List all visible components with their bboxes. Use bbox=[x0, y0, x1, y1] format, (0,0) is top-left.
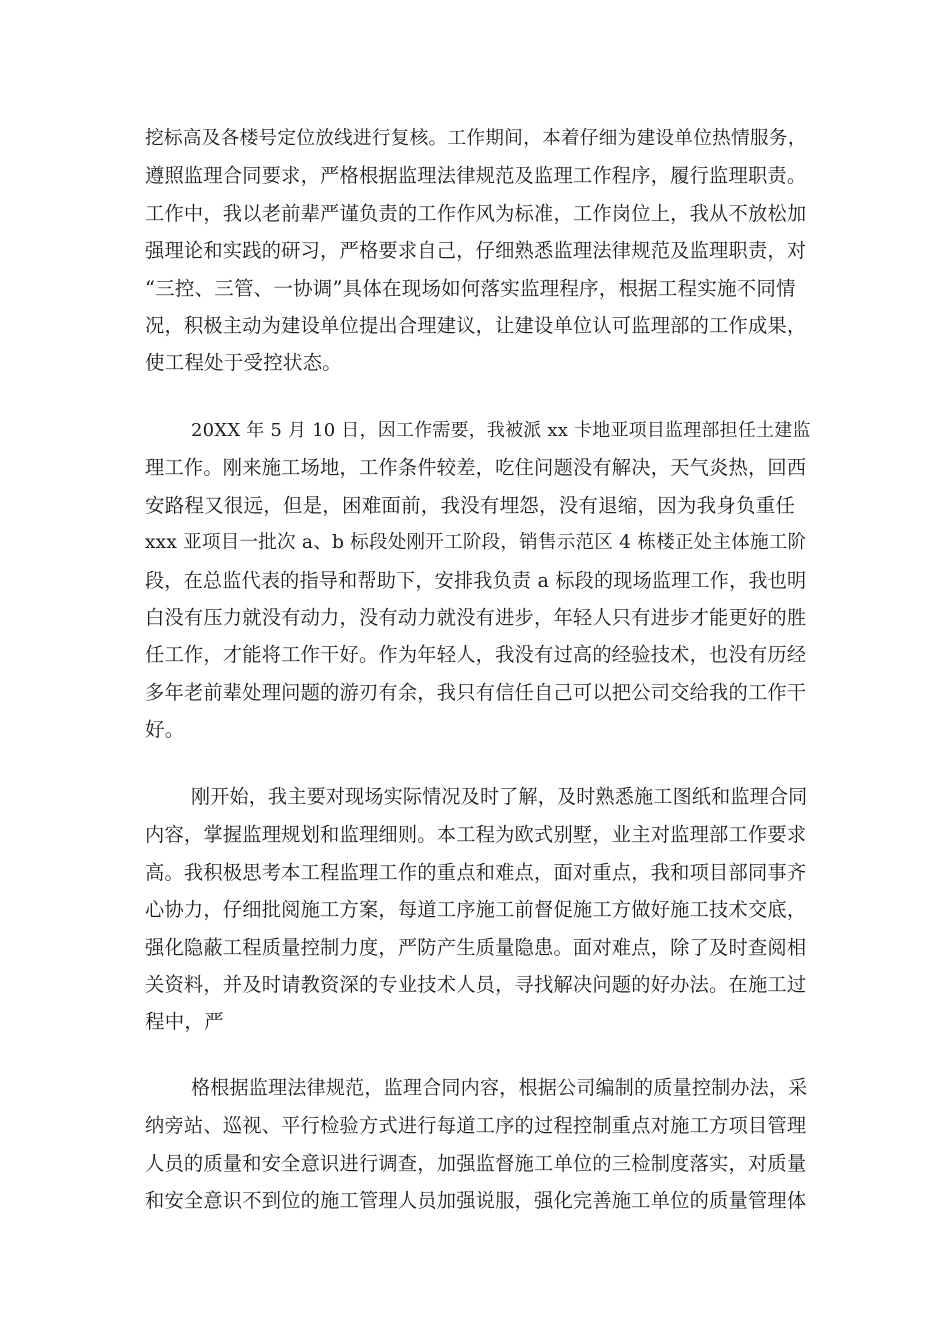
text-line: 使工程处于受控状态。 bbox=[145, 351, 343, 375]
text-line: 好。 bbox=[145, 718, 185, 742]
text-line: 心协力，仔细批阅施工方案，每道工序施工前督促施工方做好施工技术交底， bbox=[145, 898, 807, 922]
paragraph-1 bbox=[145, 120, 810, 382]
text-line-first: 格根据监理法律规范，监理合同内容，根据公司编制的质量控制办法，采 bbox=[191, 1077, 808, 1099]
text-line: 强化隐蔽工程质量控制力度，严防产生质量隐患。面对难点，除了及时查阅相 bbox=[145, 935, 807, 959]
paragraph-4 bbox=[145, 1070, 810, 1220]
text-line: 高。我积极思考本工程监理工作的重点和难点，面对重点，我和项目部同事齐 bbox=[145, 860, 807, 884]
text-line: 程中，严 bbox=[145, 1010, 224, 1034]
text-line: 内容，掌握监理规划和监理细则。本工程为欧式别墅，业主对监理部工作要求 bbox=[145, 823, 807, 847]
text-line: 白没有压力就没有动力，没有动力就没有进步，年轻人只有进步才能更好的胜 bbox=[145, 605, 807, 629]
text-line: xxx 亚项目一批次 a、b 标段处刚开工阶段，销售示范区 4 栋楼正处主体施工阶 bbox=[145, 532, 807, 554]
text-line: 纳旁站、巡视、平行检验方式进行每道工序的过程控制重点对施工方项目管理 bbox=[145, 1114, 807, 1138]
paragraph-3 bbox=[145, 779, 810, 1041]
text-line: 理工作。刚来施工场地，工作条件较差，吃住问题没有解决，天气炎热，回西 bbox=[145, 456, 807, 480]
text-line: 遵照监理合同要求，严格根据监理法律规范及监理工作程序，履行监理职责。 bbox=[145, 164, 807, 188]
text-line-first: 20XX 年 5 月 10 日，因工作需要，我被派 xx 卡地亚项目监理部担任土建监 bbox=[191, 420, 811, 441]
text-line: 安路程又很远，但是，困难面前，我没有埋怨，没有退缩，因为我身负重任 bbox=[145, 493, 796, 517]
text-line: “三控、三管、一协调”具体在现场如何落实监理程序，根据工程实施不同情 bbox=[145, 276, 796, 300]
text-line: 关资料，并及时请教资深的专业技术人员，寻找解决问题的好办法。在施工过 bbox=[145, 972, 807, 996]
paragraph-2 bbox=[145, 412, 810, 749]
text-line: 况，积极主动为建设单位提出合理建议，让建设单位认可监理部的工作成果， bbox=[145, 313, 807, 337]
text-line: 强理论和实践的研习，严格要求自己，仔细熟悉监理法律规范及监理职责，对 bbox=[145, 239, 807, 263]
text-line: 人员的质量和安全意识进行调查，加强监督施工单位的三检制度落实，对质量 bbox=[145, 1151, 807, 1175]
text-line: 工作中，我以老前辈严谨负责的工作作风为标准，工作岗位上，我从不放松加 bbox=[145, 201, 807, 225]
text-line: 任工作，才能将工作干好。作为年轻人，我没有过高的经验技术，也没有历经 bbox=[145, 643, 807, 667]
text-line: 段，在总监代表的指导和帮助下，安排我负责 a 标段的现场监理工作，我也明 bbox=[145, 568, 807, 592]
text-line-first: 刚开始，我主要对现场实际情况及时了解，及时熟悉施工图纸和监理合同 bbox=[191, 786, 808, 808]
text-line: 和安全意识不到位的施工管理人员加强说服，强化完善施工单位的质量管理体 bbox=[145, 1189, 807, 1213]
text-line: 多年老前辈处理问题的游刃有余，我只有信任自己可以把公司交给我的工作干 bbox=[145, 680, 807, 704]
text-line: 挖标高及各楼号定位放线进行复核。工作期间，本着仔细为建设单位热情服务， bbox=[145, 128, 807, 149]
